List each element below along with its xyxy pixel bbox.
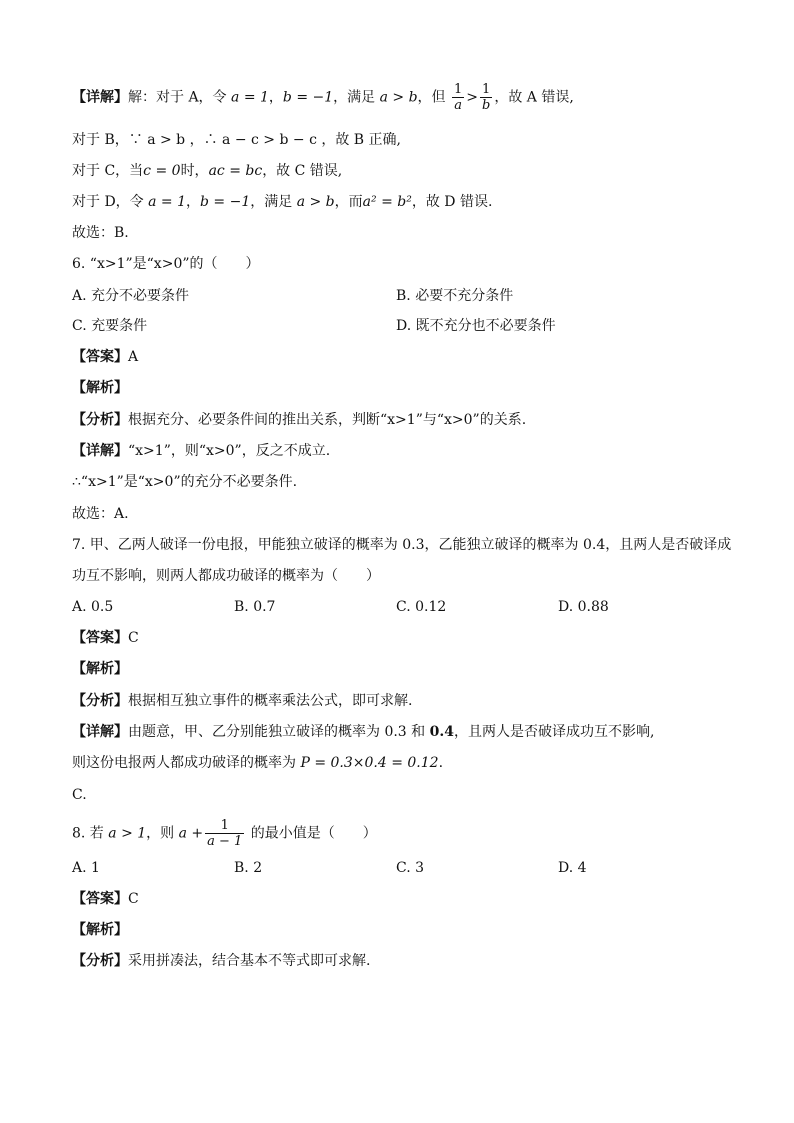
q5-detail-line-3: 对于 C，当c = 0时，ac = bc，故 C 错误, (72, 163, 343, 179)
q6-select: 故选：A. (72, 506, 129, 522)
q8-option-d: D. 4 (558, 860, 587, 876)
q8-fenxi: 【分析】采用拼凑法，结合基本不等式即可求解. (72, 953, 371, 969)
q6-option-b: B. 必要不充分条件 (396, 288, 514, 304)
q5-select: 故选：B. (72, 225, 129, 241)
q7-stem-line-2: 功互不影响，则两人都成功破译的概率为（ ） (72, 568, 380, 584)
q5-detail-line-1: 【详解】解：对于 A，令 a = 1，b = −1，满足 a > b，但 $\frac{1}{a}$ > $\frac{1}{b}$ ，故 A 错误, (72, 82, 574, 113)
q7-conclusion: C. (72, 787, 87, 803)
q8-option-a: A. 1 (72, 860, 100, 876)
q7-analysis-tag: 【解析】 (72, 661, 128, 677)
q7-option-b: B. 0.7 (234, 599, 276, 615)
q7-detail-line-2: 则这份电报两人都成功破译的概率为 P = 0.3×0.4 = 0.12. (72, 755, 444, 771)
q8-analysis-tag: 【解析】 (72, 922, 128, 938)
q5-detail-line-2: 对于 B，∵ a > b ，∴ a − c > b − c ，故 B 正确, (72, 132, 401, 148)
detail-tag: 【详解】 (72, 89, 128, 106)
q6-analysis-tag: 【解析】 (72, 380, 128, 396)
q8-option-b: B. 2 (234, 860, 263, 876)
q8-answer: 【答案】C (72, 891, 139, 907)
q6-option-c: C. 充要条件 (72, 318, 148, 334)
q7-option-a: A. 0.5 (72, 599, 114, 615)
q7-answer: 【答案】C (72, 630, 139, 646)
q7-stem-line-1: 7. 甲、乙两人破译一份电报，甲能独立破译的概率为 0.3，乙能独立破译的概率为 0.4，且两人是否破译成 (72, 537, 732, 553)
q7-fenxi: 【分析】根据相互独立事件的概率乘法公式，即可求解. (72, 693, 413, 709)
fraction-1-over-a-minus-1: $\frac{1}{a - 1}$ (207, 818, 243, 849)
q7-detail: 【详解】由题意，甲、乙分别能独立破译的概率为 0.3 和 0.4，且两人是否破译成功互不影响, (72, 724, 655, 740)
q6-detail: 【详解】“x>1”，则“x>0”，反之不成立. (72, 443, 331, 459)
q6-option-d: D. 既不充分也不必要条件 (396, 318, 556, 334)
fraction-1-over-b: $\frac{1}{b}$ (482, 82, 491, 113)
q8-stem: 8. 若 a > 1，则 a + $\frac{1}{a - 1}$ 的最小值是（ ） (72, 818, 377, 849)
q6-fenxi: 【分析】根据充分、必要条件间的推出关系，判断“x>1”与“x>0”的关系. (72, 412, 527, 428)
q6-answer: 【答案】A (72, 349, 139, 365)
q7-option-d: D. 0.88 (558, 599, 609, 615)
q6-conclusion: ∴“x>1”是“x>0”的充分不必要条件. (72, 474, 298, 490)
q6-option-a: A. 充分不必要条件 (72, 288, 190, 304)
q8-option-c: C. 3 (396, 860, 425, 876)
q5-detail-line-4: 对于 D，令 a = 1，b = −1，满足 a > b，而a² = b²，故 D 错误. (72, 194, 493, 210)
q6-stem: 6. “x>1”是“x>0”的（ ） (72, 256, 260, 272)
fraction-1-over-a: $\frac{1}{a}$ (454, 82, 463, 113)
q7-option-c: C. 0.12 (396, 599, 447, 615)
